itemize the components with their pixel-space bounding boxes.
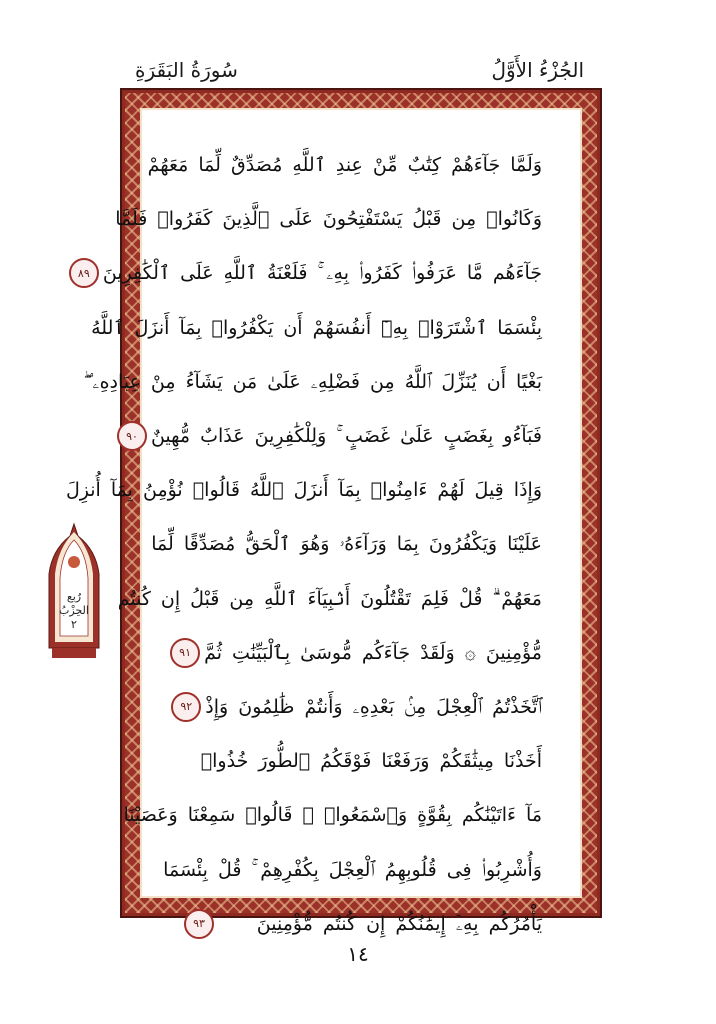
- hizb-label: الحِزْبُ: [59, 604, 89, 617]
- verse-text: عَلَيْنَا وَيَكْفُرُونَ بِمَا وَرَآءَهُۥ وَهُوَ ٱلْحَقُّ مُصَدِّقًا لِّمَا: [151, 533, 542, 556]
- hizb-rub: رُبع: [66, 590, 82, 603]
- text-line: [91, 301, 542, 355]
- text-line: [65, 463, 542, 517]
- verse-text: وَإِذَا قِيلَ لَهُمْ ءَامِنُوا۟ بِمَآ أَنزَلَ ٱللَّهُ قَالُوا۟ نُؤْمِنُ بِمَآ أُنزِلَ: [65, 479, 542, 502]
- verse-text: مَعَهُمْ ۗ قُلْ فَلِمَ تَقْتُلُونَ أَنۢبِيَآءَ ٱللَّهِ مِن قَبْلُ إِن كُنتُم: [117, 587, 542, 610]
- ayah-number-icon: ٩١: [170, 638, 200, 668]
- text-line: [180, 626, 542, 680]
- text-line: [147, 138, 542, 192]
- text-line: [115, 192, 542, 246]
- verse-text: مُّؤْمِنِينَ ۞ وَلَقَدْ جَآءَكُم مُّوسَىٰ بِٱلْبَيِّنَٰتِ ثُمَّ: [204, 641, 542, 664]
- verse-text: يَأْمُرُكُم بِهِۦٓ إِيمَٰنُكُمْ إِن كُنتُم مُّؤْمِنِينَ: [256, 912, 542, 935]
- verse-text: بِئْسَمَا ٱشْتَرَوْا۟ بِهِۦٓ أَنفُسَهُمْ أَن يَكْفُرُوا۟ بِمَآ أَنزَلَ ٱللَّهُ: [91, 316, 542, 339]
- text-line: [126, 409, 542, 463]
- verse-text: مَآ ءَاتَيْنَٰكُم بِقُوَّةٍ وَٱسْمَعُوا۟ ۖ قَالُوا۟ سَمِعْنَا وَعَصَيْنَا: [123, 804, 542, 827]
- ayah-number-icon: ٩٣: [184, 909, 214, 939]
- verse-text: فَبَآءُو بِغَضَبٍ عَلَىٰ غَضَبٍ ۚ وَلِلْكَٰفِرِينَ عَذَابٌ مُّهِينٌ: [150, 425, 542, 448]
- page-number: ١٤: [347, 942, 369, 966]
- verse-text: وَلَمَّا جَآءَهُمْ كِتَٰبٌ مِّنْ عِندِ ٱللَّهِ مُصَدِّقٌ لِّمَا مَعَهُمْ: [147, 154, 542, 177]
- ayah-number-icon: ٨٩: [69, 258, 99, 288]
- text-line: [123, 788, 542, 842]
- text-line: [77, 246, 542, 300]
- hizb-number: ٢: [71, 618, 77, 631]
- verse-text: وَأُشْرِبُوا۟ فِى قُلُوبِهِمُ ٱلْعِجْلَ بِكُفْرِهِمْ ۚ قُلْ بِئْسَمَا: [163, 858, 542, 881]
- verse-text: جَآءَهُم مَّا عَرَفُوا۟ كَفَرُوا۟ بِهِۦ ۚ فَلَعْنَةُ ٱللَّهِ عَلَى ٱلْكَٰفِرِينَ: [102, 262, 542, 285]
- text-line: [83, 355, 542, 409]
- ayah-number-icon: ٩٠: [117, 421, 147, 451]
- surah-name: سُورَةُ البَقَرَةِ: [135, 58, 238, 82]
- text-line: [180, 680, 542, 734]
- hizb-marker: [44, 522, 104, 662]
- text-line: [180, 734, 542, 788]
- verse-text: وَكَانُوا۟ مِن قَبْلُ يَسْتَفْتِحُونَ عَلَى ٱلَّذِينَ كَفَرُوا۟ فَلَمَّا: [115, 208, 542, 231]
- juz-name: الجُزْءُ الأَوَّلُ: [491, 58, 584, 82]
- text-line: [163, 842, 542, 896]
- text-line: [117, 572, 542, 626]
- verse-text: أَخَذْنَا مِيثَٰقَكُمْ وَرَفَعْنَا فَوْقَكُمُ ٱلطُّورَ خُذُوا۟: [200, 750, 542, 773]
- verse-text: ٱتَّخَذْتُمُ ٱلْعِجْلَ مِنۢ بَعْدِهِۦ وَأَنتُمْ ظَٰلِمُونَ وَإِذْ: [205, 695, 542, 718]
- ayah-number-icon: ٩٢: [171, 692, 201, 722]
- verse-text: بَغْيًا أَن يُنَزِّلَ ٱللَّهُ مِن فَضْلِهِۦ عَلَىٰ مَن يَشَآءُ مِنْ عِبَادِهِۦ ۖ: [83, 370, 542, 393]
- text-line: [151, 517, 542, 571]
